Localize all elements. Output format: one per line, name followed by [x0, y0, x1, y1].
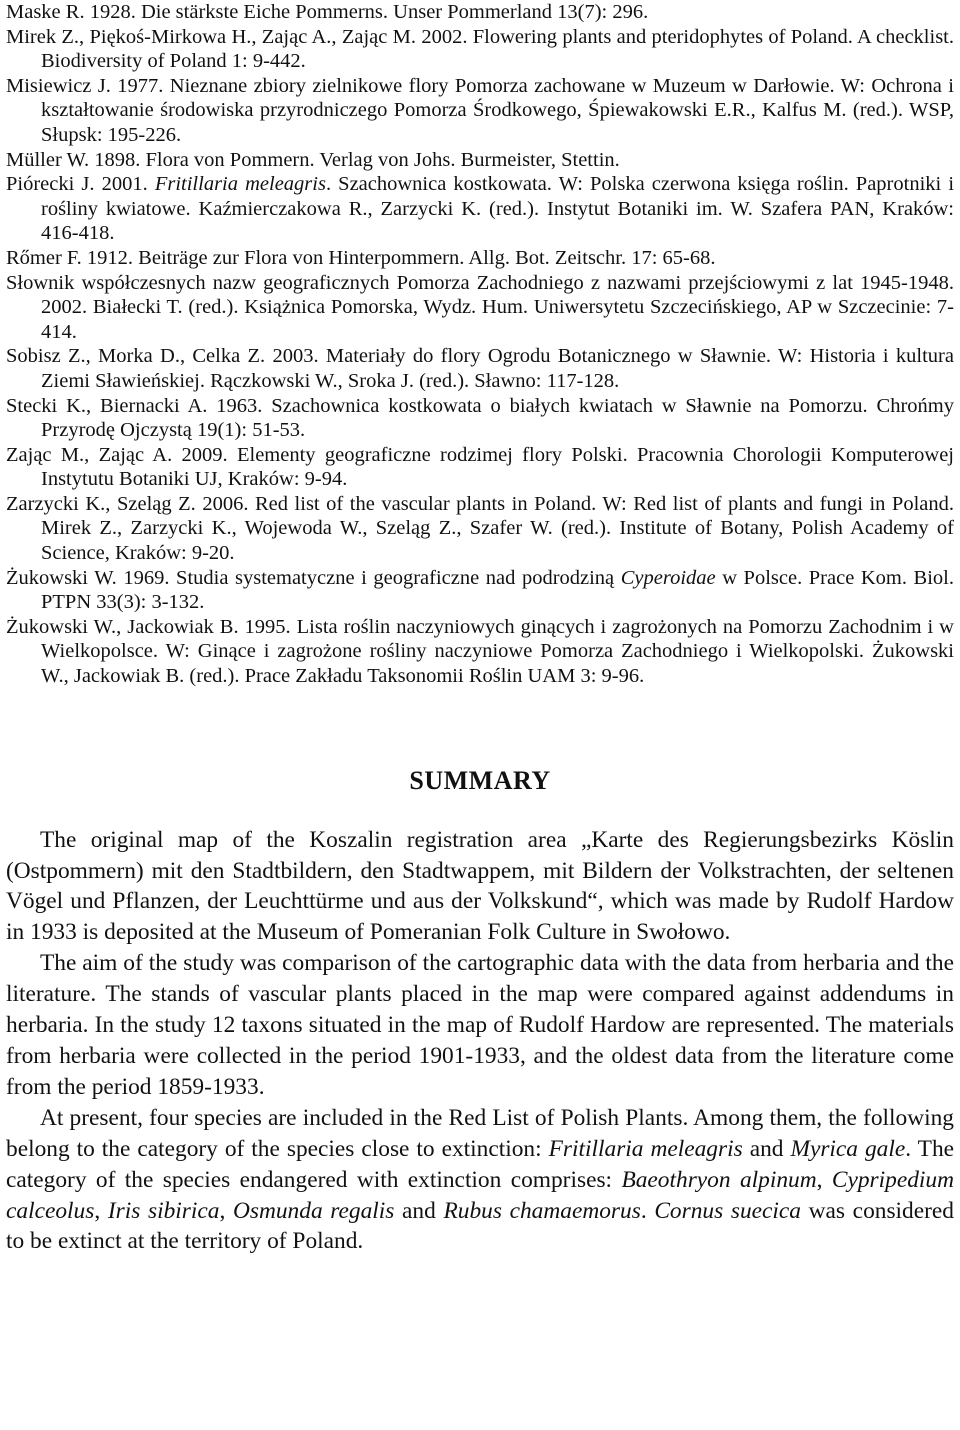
text-run: Piórecki J. 2001. [6, 173, 155, 196]
reference-entry [6, 566, 954, 615]
italic-text-run: Myrica gale [790, 1135, 906, 1162]
text-run: Zarzycki K., Szeląg Z. 2006. Red list of the vascular plants in Poland. W: Red list of plants and fungi in Poland. Mirek Z., Zarzycki K., Wojewoda W., Szeląg Z., Szafer W. (red.). Institute of Botany, Polish Academy of Science, Kraków: 9-20. [6, 492, 954, 565]
text-run: w Polsce. Prace Kom. Biol. PTPN 33(3): 3-132. [41, 566, 954, 614]
text-run: The original map of the Koszalin registration area „Karte des Regierungsbezirks Köslin (Ostpommern) mit den Stadtbildern, den Stadtwappem, mit Bildern der Volkstrachten, der seltenen Vögel und Pflanzen, der Leuchttürme und aus der Volkskund“, which was made by Rudolf Hardow in 1933 is deposited at the Museum of Pomeranian Folk Culture in Swołowo. [6, 826, 954, 946]
reference-entry [6, 0, 954, 25]
text-run: Żukowski W. 1969. Studia systematyczne i geograficzne nad podrodziną [6, 566, 621, 589]
text-run: Stecki K., Biernacki A. 1963. Szachownica kostkowata o białych kwiatach w Sławnie na Pomorzu. Chrońmy Przyrodę Ojczystą 19(1): 51-53. [6, 394, 954, 442]
italic-text-run: Fritillaria meleagris [154, 173, 326, 196]
text-run: , [219, 1197, 233, 1224]
italic-text-run: Fritillaria meleagris [548, 1135, 743, 1162]
text-run: , [94, 1197, 108, 1224]
reference-entry [6, 271, 954, 345]
text-run: and [394, 1197, 444, 1224]
reference-entry [6, 615, 954, 689]
italic-text-run: Cypripedium calceolus [6, 1166, 954, 1224]
italic-text-run: Baeothryon alpinum [621, 1166, 817, 1193]
summary-paragraph [6, 1103, 954, 1258]
summary-paragraph [6, 825, 954, 949]
reference-entry [6, 25, 954, 74]
text-run: Słownik współczesnych nazw geograficznych Pomorza Zachodniego z nazwami przejściowymi z lat 1945-1948. 2002. Białecki T. (red.). Książnica Pomorska, Wydz. Hum. Uniwersytetu Szczecińskiego, AP w Szczecinie: 7-414. [6, 271, 954, 343]
text-run: Zając M., Zając A. 2009. Elementy geograficzne rodzimej flory Polski. Pracownia Chorologii Komputerowej Instytutu Botaniki UJ, Kraków: 9-94. [6, 443, 954, 491]
italic-text-run: Osmunda regalis [232, 1197, 395, 1224]
reference-entry [6, 246, 954, 271]
reference-entry [6, 344, 954, 393]
italic-text-run: Iris sibirica [107, 1197, 220, 1224]
text-run: The aim of the study was comparison of the cartographic data with the data from herbaria and the literature. The stands of vascular plants placed in the map were compared against addendums in herbaria. In the study 12 taxons situated in the map of Rudolf Hardow are represented. The materials from herbaria were collected in the period 1901-1933, and the oldest data from the literature come from the period 1859-1933. [6, 950, 954, 1100]
reference-entry [6, 443, 954, 492]
text-run: Maske R. 1928. Die stärkste Eiche Pommerns. Unser Pommerland 13(7): 296. [6, 1, 649, 23]
text-run: Misiewicz J. 1977. Nieznane zbiory zielnikowe flory Pomorza zachowane w Muzeum w Darłowie. W: Ochrona i kształtowanie środowiska przyrodniczego Pomorza Środkowego, Śpiewakowski E.R., Kalfus M. (red.). WSP, Słupsk: 195-226. [6, 74, 954, 146]
text-run: and [742, 1135, 791, 1162]
italic-text-run: Rubus chamaemorus [443, 1197, 641, 1224]
text-run: . [640, 1197, 655, 1224]
text-run: , [816, 1166, 832, 1193]
italic-text-run: Cyperoidae [620, 566, 716, 589]
summary-heading: SUMMARY [409, 765, 551, 795]
summary-body [6, 825, 954, 1258]
summary-paragraph [6, 948, 954, 1103]
text-run: . Szachownica kostkowata. W: Polska czerwona księga roślin. Paprotniki i rośliny kwiatowe. Kaźmierczakowa R., Zarzycki K. (red.). Instytut Botaniki im. W. Szafera PAN, Kraków: 416-418. [41, 173, 955, 245]
text-run: . The category of the species endangered with extinction comprises: [6, 1135, 955, 1193]
text-run: Żukowski W., Jackowiak B. 1995. Lista roślin naczyniowych ginących i zagrożonych na Pomorzu Zachodnim i w Wielkopolsce. W: Ginące i zagrożone rośliny naczyniowe Pomorza Zachodniego i Wielkopolski. Żukowski W., Jackowiak B. (red.). Prace Zakładu Taksonomii Roślin UAM 3: 9-96. [6, 615, 954, 688]
reference-entry [6, 74, 954, 148]
text-run: Rőmer F. 1912. Beiträge zur Flora von Hinterpommern. Allg. Bot. Zeitschr. 17: 65-68. [6, 246, 716, 269]
text-run: At present, four species are included in the Red List of Polish Plants. Among them, the following belong to the category of the species close to extinction: [6, 1104, 954, 1162]
reference-list [6, 0, 954, 689]
reference-entry [6, 148, 954, 173]
text-run: Mirek Z., Piękoś-Mirkowa H., Zając A., Zając M. 2002. Flowering plants and pteridophytes of Poland. A checklist. Biodiversity of Poland 1: 9-442. [6, 25, 954, 73]
reference-entry [6, 394, 954, 443]
italic-text-run: Cornus suecica [654, 1197, 802, 1224]
reference-entry [6, 172, 954, 246]
text-run: Sobisz Z., Morka D., Celka Z. 2003. Materiały do flory Ogrodu Botanicznego w Sławnie. W: Historia i kultura Ziemi Sławieńskiej. Rączkowski W., Sroka J. (red.). Sławno: 117-128. [6, 345, 954, 392]
reference-entry [6, 492, 954, 566]
text-run: Müller W. 1898. Flora von Pommern. Verlag von Johs. Burmeister, Stettin. [6, 148, 620, 171]
text-run: was considered to be extinct at the territory of Poland. [6, 1197, 955, 1255]
document-page [6, 0, 954, 1257]
